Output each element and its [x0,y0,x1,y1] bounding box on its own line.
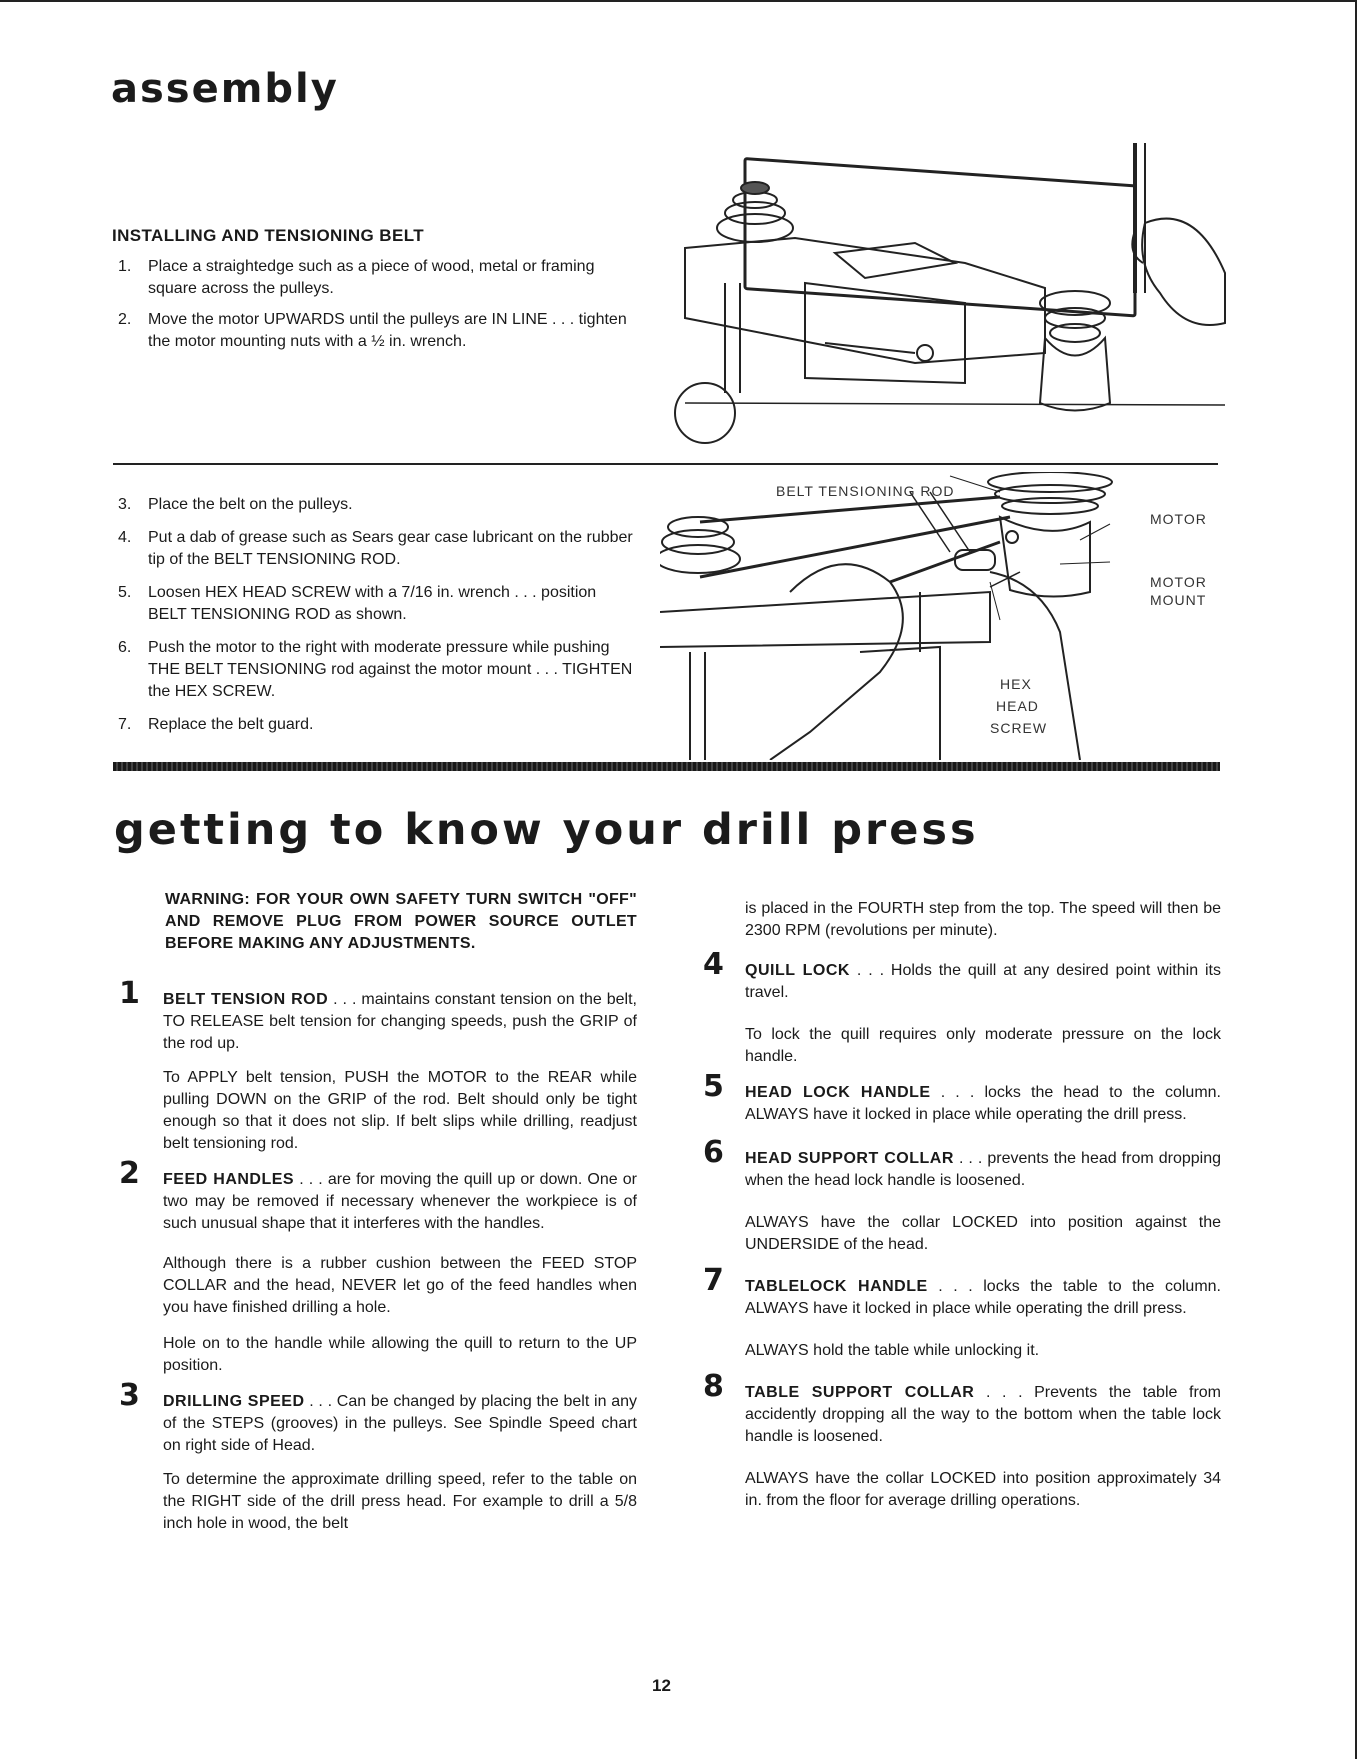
label-head: HEAD [996,698,1039,714]
item-text: . . . Prevents the table from accidently dropping all the way to the bottom when the table lock handle is loosened. [745,1384,1222,1445]
item-term: HEAD SUPPORT COLLAR [745,1150,954,1167]
item-text: . . . locks the table to the column. ALWAYS have it locked in place while operating the drill press. [745,1278,1222,1317]
illustration-straightedge-pulleys [665,143,1235,451]
label-motor: MOTOR [1150,511,1207,527]
step-number: 2. [118,311,132,328]
item-term: QUILL LOCK [745,962,850,979]
item-term: DRILLING SPEED [163,1393,305,1410]
item-paragraph: ALWAYS hold the table while unlocking it. [745,1342,1040,1359]
item-number: 3 [119,1378,140,1413]
item-paragraph: Hole on to the handle while allowing the quill to return to the UP position. [163,1335,637,1374]
item-head-support-collar [703,1135,1221,1192]
step-text: Move the motor UPWARDS until the pulleys are IN LINE . . . tighten the motor mounting nuts with a ½ in. wrench. [148,311,627,350]
step-number: 4. [118,529,132,546]
label-motor-mount-line2: MOUNT [1150,592,1207,608]
step-number: 7. [118,716,132,733]
step-item [112,637,637,703]
item-paragraph: Although there is a rubber cushion between the FEED STOP COLLAR and the head, NEVER let go of the feed handles when you have finished drilling a hole. [163,1255,637,1316]
safety-warning: WARNING: FOR YOUR OWN SAFETY TURN SWITCH "OFF" AND REMOVE PLUG FROM POWER SOURCE OUTLET BEFORE MAKING ANY ADJUSTMENTS. [165,891,637,952]
item-tablelock-handle [703,1263,1222,1320]
heading-installing-belt: INSTALLING AND TENSIONING BELT [112,226,425,245]
steps-list-bottom [112,494,637,747]
label-belt-tensioning-rod: BELT TENSIONING ROD [776,483,955,499]
section-divider-thick [113,762,1220,771]
item-term: FEED HANDLES [163,1171,295,1188]
item-number: 7 [703,1263,724,1298]
steps-list-top [112,256,637,362]
item-paragraph: To determine the approximate drilling speed, refer to the table on the RIGHT side of the drill press head. For example to drill a 5/8 inch hole in wood, the belt [163,1471,637,1532]
section-title-getting-to-know: getting to know your drill press [114,805,979,855]
item-term: TABLELOCK HANDLE [745,1278,928,1295]
step-text: Place the belt on the pulleys. [148,496,353,513]
item-paragraph: To lock the quill requires only moderate pressure on the lock handle. [745,1026,1221,1065]
step-text: Loosen HEX HEAD SCREW with a 7/16 in. wrench . . . position BELT TENSIONING ROD as shown. [148,584,597,623]
item-number: 6 [703,1135,724,1170]
step-number: 1. [118,258,132,275]
column-left [115,889,637,1549]
item-head-lock-handle [703,1069,1221,1126]
item-drilling-speed [115,1378,637,1457]
item-number: 5 [703,1069,724,1104]
item-belt-tension-rod [115,976,637,1055]
step-item [112,494,637,516]
item-number: 2 [119,1156,140,1191]
item-paragraph: ALWAYS have the collar LOCKED into position against the UNDERSIDE of the head. [745,1214,1221,1253]
page-number: 12 [652,1676,671,1695]
step-text: Push the motor to the right with moderate pressure while pushing THE BELT TENSIONING rod against the motor mount . . . TIGHTEN the HEX SCREW. [148,639,633,700]
illustration-belt-tensioning [660,472,1226,760]
item-term: TABLE SUPPORT COLLAR [745,1384,975,1401]
label-screw: SCREW [990,720,1048,736]
step-number: 3. [118,496,132,513]
item-quill-lock [703,947,1221,1004]
item-number: 1 [119,976,140,1011]
item-text: . . . maintains constant tension on the belt, TO RELEASE belt tension for changing speeds, push the GRIP of the rod up. [163,991,637,1052]
step-item [112,309,637,353]
step-text: Replace the belt guard. [148,716,314,733]
item-text: . . . Can be changed by placing the belt in any of the STEPS (grooves) in the pulleys. See Spindle Speed chart on right side of Head. [163,1393,637,1454]
item-term: BELT TENSION ROD [163,991,329,1008]
label-motor-mount-line1: MOTOR [1150,574,1207,590]
item-paragraph: ALWAYS have the collar LOCKED into position approximately 34 in. from the floor for average drilling operations. [745,1470,1221,1509]
item-text: . . . locks the head to the column. ALWAYS have it locked in place while operating the drill press. [745,1084,1221,1123]
step-number: 5. [118,584,132,601]
item-number: 8 [703,1369,724,1404]
item-term: HEAD LOCK HANDLE [745,1084,931,1101]
item-paragraph: To APPLY belt tension, PUSH the MOTOR to the REAR while pulling DOWN on the GRIP of the rod. Belt should only be tight enough so that it does not slip. If belt slips while drilling, readjust belt tensioning rod. [163,1069,637,1152]
item-feed-handles [115,1156,638,1235]
section-title-assembly: assembly [111,66,339,112]
step-number: 6. [118,639,132,656]
item-text: . . . are for moving the quill up or down. One or two may be removed if necessary whenever the workpiece is of such unusual shape that it interferes with the handles. [163,1171,638,1232]
step-item [112,582,637,626]
step-item [112,256,637,300]
section-divider [113,463,1218,465]
step-text: Put a dab of grease such as Sears gear case lubricant on the rubber tip of the BELT TENSIONING ROD. [148,529,633,568]
continued-paragraph: is placed in the FOURTH step from the top. The speed will then be 2300 RPM (revolutions per minute). [745,900,1221,939]
item-table-support-collar [703,1369,1222,1448]
item-number: 4 [703,947,724,982]
step-item [112,527,637,571]
item-text: . . . Holds the quill at any desired point within its travel. [745,962,1221,1001]
label-hex: HEX [1000,676,1032,692]
step-item [112,714,637,736]
step-text: Place a straightedge such as a piece of wood, metal or framing square across the pulleys. [148,258,595,297]
column-right [703,898,1221,1526]
item-text: . . . prevents the head from dropping when the head lock handle is loosened. [745,1150,1221,1189]
belt-tensioning-drawing [660,472,1226,760]
